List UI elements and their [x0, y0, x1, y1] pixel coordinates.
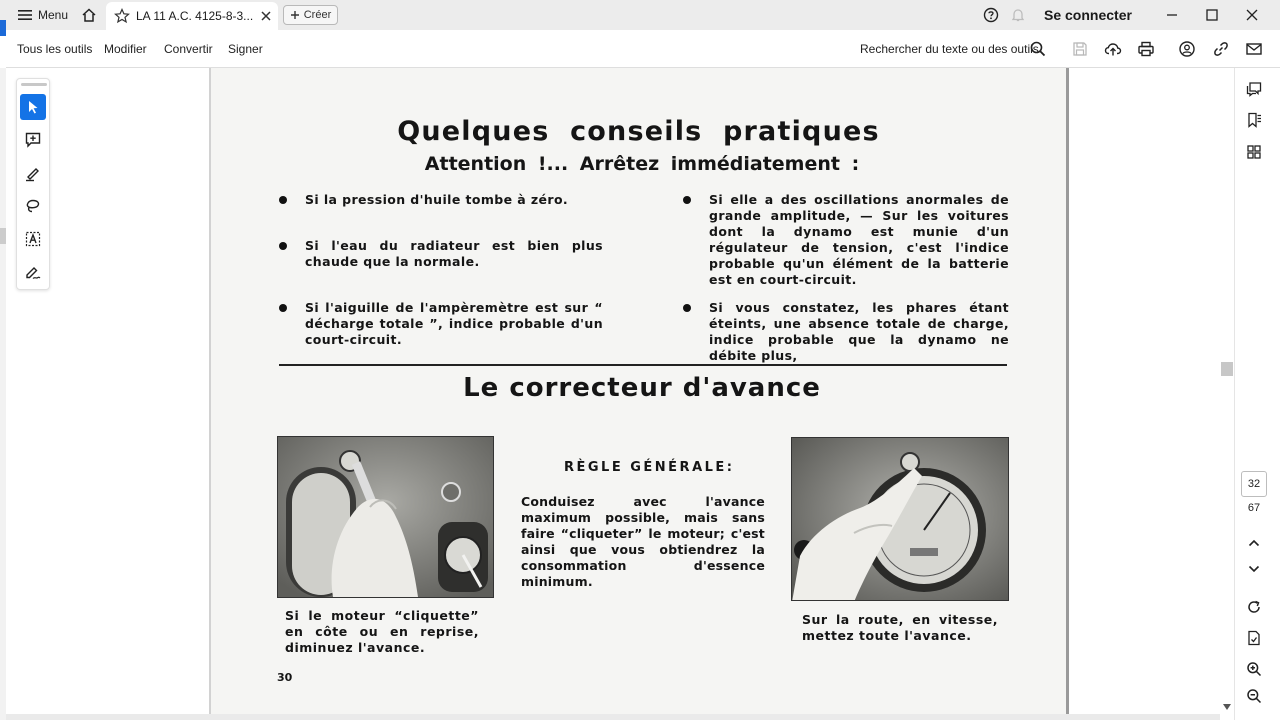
caption-left: Si le moteur “cliquette” en côte ou en reprise, diminuez l'avance. [285, 608, 479, 655]
zoom-in-icon [1246, 661, 1262, 677]
grid-icon [1246, 144, 1262, 160]
convert-menu[interactable]: Convertir [164, 41, 213, 56]
cloud-upload-icon[interactable] [1104, 40, 1122, 58]
tip-ammeter: Si l'aiguille de l'ampèremètre est sur “ décharge totale ”, indice probable d'un court-circuit. [305, 300, 603, 347]
edit-menu[interactable]: Modifier [104, 41, 147, 56]
print-icon[interactable] [1137, 40, 1155, 58]
tip-headlights: Si vous constatez, les phares étant éteints, une absence totale de charge, indice probable que la dynamo ne débite plus, [709, 300, 1009, 363]
close-tab-icon[interactable] [260, 10, 272, 22]
bookmark-icon [1245, 111, 1263, 129]
dashboard-photo-right [791, 437, 1009, 601]
add-comment-tool[interactable] [20, 127, 46, 153]
scroll-down-arrow-icon[interactable] [1223, 704, 1231, 710]
tip-oscillations: Si elle a des oscillations anormales de grande amplitude, — Sur les voitures dont la dynamo est munie d'un régulateur de tension, c'est l'indice probable qu'un élément de la batterie est en court-circuit. [709, 192, 1009, 287]
lasso-icon [24, 197, 42, 215]
select-tool[interactable] [20, 94, 46, 120]
chevron-up-icon [1248, 539, 1260, 547]
page-title: Quelques conseils pratiques [397, 116, 880, 147]
cursor-icon [25, 99, 41, 115]
rule-heading: RÈGLE GÉNÉRALE: [564, 460, 735, 475]
zoom-out-button[interactable] [1244, 686, 1264, 706]
comment-add-icon [24, 131, 42, 149]
sign-in-button[interactable]: Se connecter [1044, 7, 1132, 23]
right-panel-rail [1234, 68, 1280, 720]
caption-right: Sur la route, en vitesse, mettez toute l'avance. [802, 612, 998, 643]
zoom-in-button[interactable] [1244, 659, 1264, 679]
highlight-tool[interactable] [20, 160, 46, 186]
bottom-edge [6, 714, 1220, 720]
bullet-marker [279, 196, 287, 204]
page-number: 30 [277, 671, 293, 684]
bullet-marker [279, 304, 287, 312]
search-icon[interactable] [1029, 40, 1047, 58]
bullet-marker [683, 304, 691, 312]
email-icon[interactable] [1245, 40, 1263, 58]
document-page [209, 68, 1069, 714]
page-info-button[interactable] [1244, 628, 1264, 648]
minimize-icon[interactable] [1164, 7, 1180, 23]
bookmarks-panel-button[interactable] [1244, 110, 1264, 130]
comments-panel-button[interactable] [1244, 79, 1264, 99]
page-subtitle: Attention !... Arrêtez immédiatement : [424, 153, 860, 175]
home-icon [81, 7, 97, 23]
text-box-icon [24, 230, 42, 248]
draw-tool[interactable] [20, 193, 46, 219]
section-title: Le correcteur d'avance [463, 373, 821, 403]
help-icon[interactable] [983, 7, 999, 23]
create-label: Créer [303, 9, 332, 21]
bullet-marker [279, 242, 287, 250]
pen-icon [24, 164, 42, 182]
previous-page-button[interactable] [1244, 533, 1264, 553]
bell-icon[interactable] [1010, 7, 1026, 23]
all-tools-menu[interactable]: Tous les outils [17, 41, 93, 56]
hamburger-icon [18, 9, 32, 21]
current-page-field[interactable]: 32 [1241, 471, 1267, 497]
rotate-button[interactable] [1244, 597, 1264, 617]
section-divider [279, 364, 1007, 366]
dashboard-photo-left [277, 436, 494, 598]
next-page-button[interactable] [1244, 559, 1264, 579]
signature-icon [24, 263, 42, 281]
star-icon[interactable] [114, 8, 130, 24]
link-icon[interactable] [1212, 40, 1230, 58]
close-window-icon[interactable] [1244, 7, 1260, 23]
tip-radiator: Si l'eau du radiateur est bien plus chaude que la normale. [305, 238, 603, 269]
document-icon [1246, 630, 1262, 646]
zoom-out-icon [1246, 688, 1262, 704]
document-tab[interactable] [106, 2, 278, 30]
sign-tool[interactable] [20, 259, 46, 285]
rule-text: Conduisez avec l'avance maximum possible, mais sans faire “cliqueter” le moteur; c'est ainsi que vous obtiendrez la consommation d'essence minimum. [521, 494, 765, 589]
title-bar [0, 0, 1280, 30]
tip-oil-pressure: Si la pression d'huile tombe à zéro. [305, 192, 569, 207]
scroll-thumb[interactable] [1221, 362, 1233, 376]
panel-grip[interactable] [21, 83, 47, 86]
chevron-down-icon [1248, 565, 1260, 573]
plus-icon [290, 10, 300, 20]
vertical-scrollbar[interactable] [1220, 68, 1234, 720]
quick-tools-panel [16, 78, 50, 290]
tab-title: LA 11 A.C. 4125-8-3... [136, 9, 254, 23]
search-tools-label[interactable]: Rechercher du texte ou des outils [860, 41, 1039, 56]
main-toolbar [6, 30, 1280, 68]
home-button[interactable] [78, 0, 100, 30]
menu-button[interactable] [10, 0, 72, 30]
text-tool[interactable] [20, 226, 46, 252]
save-icon[interactable] [1071, 40, 1089, 58]
sign-menu[interactable]: Signer [228, 41, 263, 56]
rotate-icon [1246, 599, 1262, 615]
total-pages: 67 [1247, 502, 1261, 514]
comments-icon [1245, 80, 1263, 98]
share-user-icon[interactable] [1178, 40, 1196, 58]
create-button[interactable] [283, 5, 338, 25]
menu-label: Menu [38, 8, 69, 22]
maximize-icon[interactable] [1204, 7, 1220, 23]
thumbnails-panel-button[interactable] [1244, 142, 1264, 162]
bullet-marker [683, 196, 691, 204]
